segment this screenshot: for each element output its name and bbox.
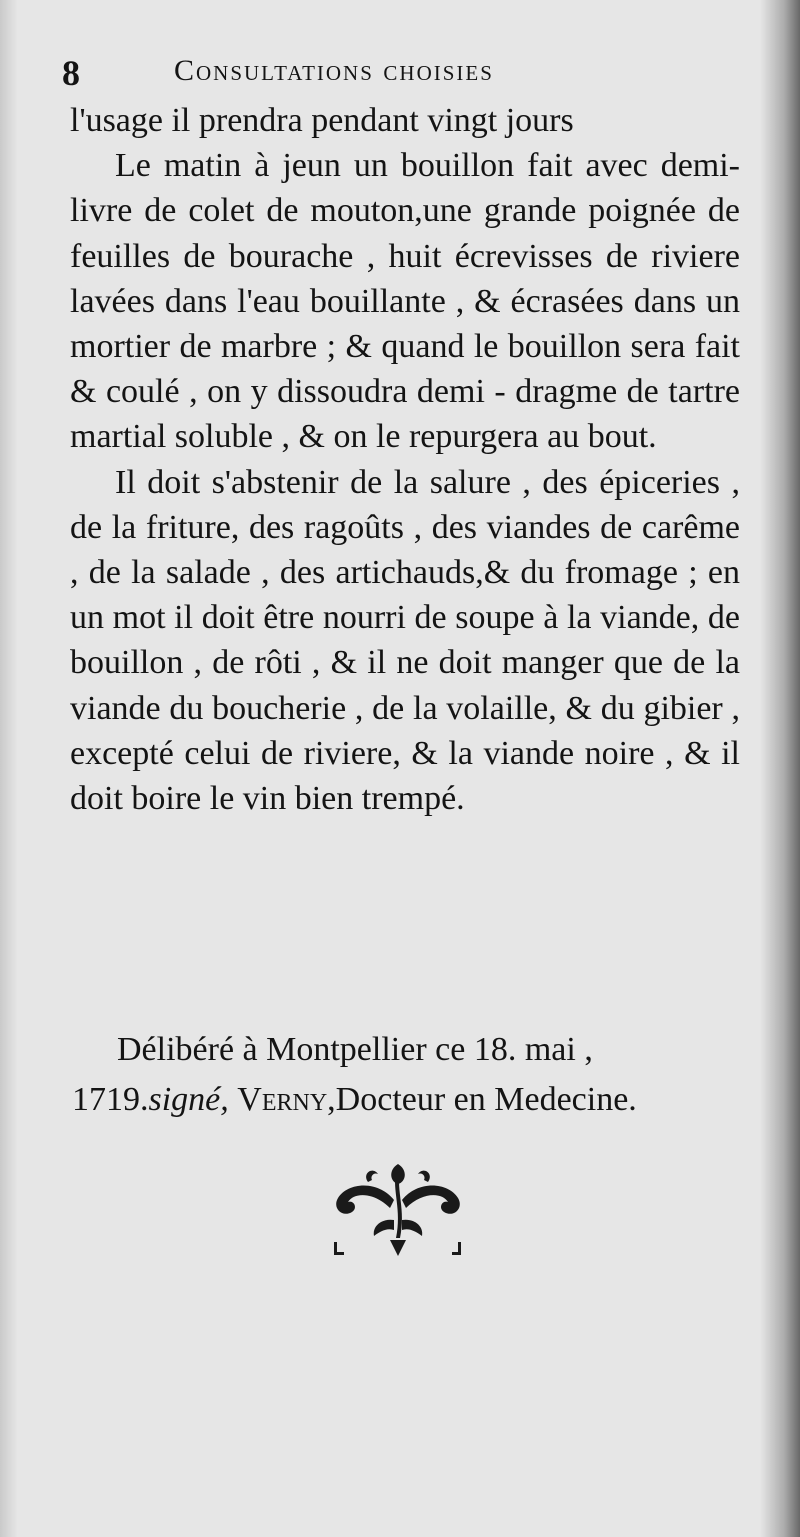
gutter-shadow [760, 0, 800, 1537]
signature-signe: signé, [148, 1081, 229, 1118]
paragraph-recipe: Le matin à jeun un bouillon fait avec demi-livre de colet de mouton,une grande poignée de feuilles de bourache , huit écrevisses de riviere lavées dans l'eau bouillante , & écrasées dans un mortier de marbre ; & quand le bouillon sera fait & coulé , on y dissoudra demi - dragme de tartre martial soluble , & on le repurgera au bout. [70, 147, 740, 456]
signature-title: ,Docteur en Medecine. [327, 1081, 637, 1118]
deliberation-line: Délibéré à Montpellier ce 18. mai , [117, 1031, 593, 1068]
signature-line [72, 1075, 742, 1125]
signature-year: 1719. [72, 1081, 149, 1118]
signature-block [72, 1025, 742, 1125]
paragraph-diet: Il doit s'abstenir de la salure , des épiceries , de la friture, des ragoûts , des viandes de carême , de la salade , des artichauds,& du fromage ; en un mot il doit être nourri de soupe à la viande, de bouillon , de rôti , & il ne doit manger que de la viande du boucherie , de la volaille, & du gibier , excepté celui de riviere, & la viande noire , & il doit boire le vin bien trempé. [70, 463, 740, 818]
fleuron-ornament-icon [328, 1160, 468, 1260]
page-header [62, 52, 742, 98]
body-text [70, 98, 740, 821]
signature-name: Verny [237, 1081, 328, 1118]
paragraph-continuation: l'usage il prendra pendant vingt jours [70, 102, 574, 139]
page-edge-shadow [0, 0, 18, 1537]
page-number: 8 [62, 53, 80, 93]
running-title: Consultations choisies [174, 54, 494, 87]
